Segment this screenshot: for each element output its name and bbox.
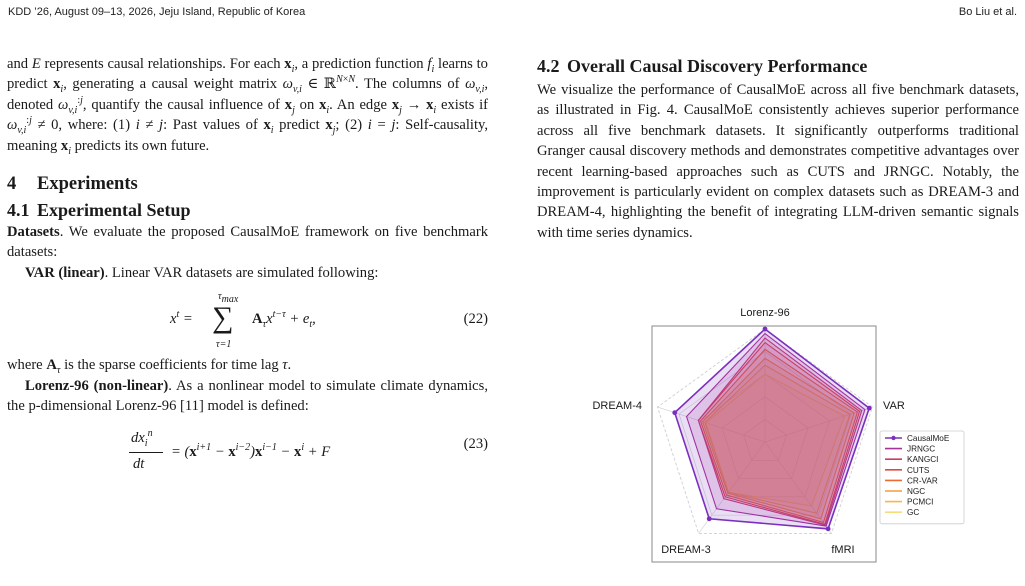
paragraph-datasets: Datasets. We evaluate the proposed CausalMoE framework on five benchmark datasets: xyxy=(7,224,488,261)
equation-22: $x^t$ = $\tau_{max}$ ∑ τ=1 $A_\tau x^{t-\tau} + e_t$, (22) xyxy=(170,291,488,351)
equation-23: $dx_i^n$ dt = $(x^{i+1} - x^{i-2})x^{i-1} - x^i + F$ (23) xyxy=(131,428,488,473)
equation-22-number: (22) xyxy=(463,311,488,328)
axis-label-5: DREAM-4 xyxy=(592,400,642,412)
legend-label-cr-var: CR-VAR xyxy=(907,476,938,486)
legend-label-kangci: KANGCI xyxy=(907,455,939,465)
series-causalmoe xyxy=(675,329,870,529)
marker-causalmoe-5 xyxy=(672,410,677,415)
paragraph-where: where $A_\tau$ is the sparse coefficients for time lag τ. xyxy=(7,357,292,377)
legend-marker-causalmoe xyxy=(891,436,895,440)
axis-label-3: fMRI xyxy=(831,544,855,556)
section-4-1-heading: 4.1 Experimental Setup xyxy=(7,200,191,221)
legend-label-jrngc: JRNGC xyxy=(907,444,936,454)
paragraph-performance: We visualize the performance of CausalMoE across all five benchmark datasets, as illustrated in Fig. 4. CausalMoE consistently achieves superior performance across all five benchmark datasets. It significantly outperforms traditional Granger causal discovery methods and demonstrates competitive advantages over recent learning-based approaches such as CUTS and JRNGC. Notably, the improvement is particularly evident on complex datasets such as DREAM-3 and DREAM-4, highlighting the benefit of integrating LLM-driven semantic signals with time series dynamics. xyxy=(537,82,1019,241)
lorenz-label: Lorenz-96 (non-linear) xyxy=(25,377,169,394)
legend-label-pcmci: PCMCI xyxy=(907,497,934,507)
marker-causalmoe-2 xyxy=(867,406,872,411)
right-column xyxy=(537,54,1019,243)
paragraph-var: VAR (linear). Linear VAR datasets are simulated following: xyxy=(25,264,379,281)
paragraph-causal-weights: and E represents causal relationships. For each $x_i$, a prediction function $f_i$ learns to predict $x_i$, generating a causal weight matrix $\omega_{v,i}$ ∈ ℝ$^{N\times N}$. The columns of $\omega_{v,i}$, denoted $\omega_{v,i}^{:j}$, quantify the causal influence of $x_j$ on $x_i$. An edge $x_j \to x_i$ exists if $\omega_{v,i}^{:j} \ne 0$, where: (1) i ≠ j: Past values of $x_i$ predict $x_j$; (2) i = j: Self-causality, meaning $x_i$ predicts its own future. xyxy=(7,56,489,157)
section-4-heading: 4 Experiments xyxy=(7,174,138,195)
legend-label-cuts: CUTS xyxy=(907,465,930,475)
section-4-2-heading: 4.2 Overall Causal Discovery Performance xyxy=(537,56,868,76)
legend-label-gc: GC xyxy=(907,508,920,518)
running-header-venue: KDD ’26, August 09–13, 2026, Jeju Island, Republic of Korea xyxy=(8,6,306,18)
axis-label-2: VAR xyxy=(883,400,905,412)
marker-causalmoe-3 xyxy=(826,526,831,531)
marker-causalmoe-4 xyxy=(707,516,712,521)
paragraph-lorenz: Lorenz-96 (non-linear). As a nonlinear model to simulate climate dynamics, the p-dimensional Lorenz-96 [11] model is defined: xyxy=(7,377,488,415)
radar-chart xyxy=(585,300,975,565)
legend-label-ngc: NGC xyxy=(907,487,926,496)
var-label: VAR (linear) xyxy=(25,264,105,281)
axis-label-1: Lorenz-96 xyxy=(740,307,790,319)
chart-legend xyxy=(880,431,964,524)
datasets-label: Datasets xyxy=(7,224,60,241)
marker-causalmoe-1 xyxy=(763,327,768,332)
legend-label-causalmoe: CausalMoE xyxy=(907,434,950,443)
axis-label-4: DREAM-3 xyxy=(661,544,711,556)
running-header-authors: Bo Liu et al. xyxy=(958,6,1017,18)
left-column xyxy=(7,54,488,480)
equation-23-number: (23) xyxy=(463,436,488,453)
